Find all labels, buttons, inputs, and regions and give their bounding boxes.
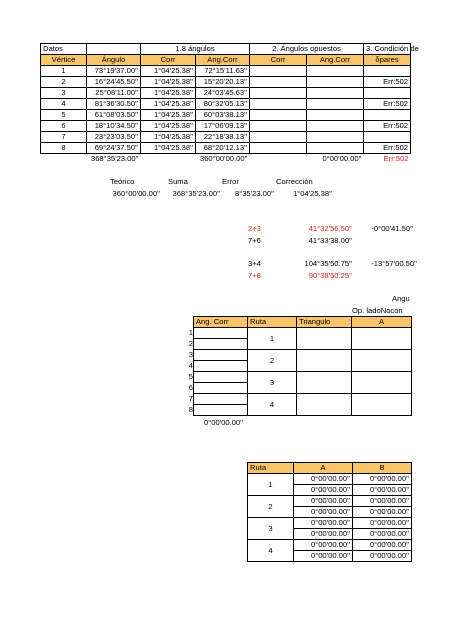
header-ruta[interactable]: Ruta [248, 317, 297, 328]
corr-cell[interactable]: 1°04'25.38'' [141, 121, 196, 132]
a-value-cell[interactable]: 0°00'00.00'' [294, 485, 353, 496]
a-value-cell[interactable]: 0°00'00.00'' [294, 496, 353, 507]
ruta-ab-row [248, 496, 412, 507]
value-correccion[interactable]: 1°04'25.38'' [292, 189, 332, 198]
label-suma: Suma [168, 177, 188, 186]
total-angulo[interactable]: 368°35'23.00'' [90, 154, 139, 163]
corr-cell[interactable]: 1°04'25.38'' [141, 110, 196, 121]
row-number: 5 [184, 371, 194, 382]
ruta-cell[interactable]: 3 [248, 518, 294, 540]
triangulo-cell[interactable] [297, 328, 352, 350]
section-1-title[interactable]: 1.8 ángulos [141, 44, 250, 55]
angcorr-cell[interactable]: 15°20'20.13'' [196, 77, 250, 88]
header-dpares[interactable]: δpares [364, 55, 411, 66]
angulo-cell[interactable]: 61°08'03.50'' [87, 110, 141, 121]
label-teorico: Teórico [110, 177, 135, 186]
ruta-cell[interactable]: 4 [248, 540, 294, 562]
a-value-cell[interactable]: 0°00'00.00'' [294, 507, 353, 518]
header-triangulo[interactable]: Triangulo [297, 317, 352, 328]
corr-cell[interactable]: 1°04'25.38'' [141, 88, 196, 99]
angcorr-2-cell[interactable] [307, 121, 364, 132]
header-vertice[interactable]: Vértice [41, 55, 87, 66]
corr-2-cell[interactable] [250, 121, 307, 132]
pair-value[interactable]: 90°38'50.25'' [308, 271, 352, 280]
dpares-cell[interactable] [364, 110, 411, 121]
main-table [40, 43, 419, 164]
pair-value[interactable]: 41°32'56.50'' [308, 224, 352, 233]
row-number: 2 [184, 338, 194, 349]
total-corr-2[interactable]: 0°00'00.00'' [322, 154, 362, 163]
label-error: Error [222, 177, 239, 186]
op-lado-label: Op. ladoNocon [352, 306, 403, 315]
dpares-cell[interactable]: Err:502 [364, 121, 411, 132]
angcorr-cell[interactable]: 22°18'38.13'' [196, 132, 250, 143]
corr-cell[interactable]: 1°04'25.38'' [141, 77, 196, 88]
bottom-header-b[interactable]: B [353, 463, 412, 474]
corr-cell[interactable]: 1°04'25.38'' [141, 99, 196, 110]
corr-2-cell[interactable] [250, 99, 307, 110]
angulo-cell[interactable]: 16°24'45.50'' [87, 77, 141, 88]
angulo-cell[interactable]: 69°24'37.50'' [87, 143, 141, 154]
angcorr-cell[interactable]: 17°06'09.13'' [196, 121, 250, 132]
angcorr-2-cell[interactable] [307, 66, 364, 77]
total-angcorr[interactable]: 360°00'00.00'' [199, 154, 248, 163]
b-value-cell[interactable]: 0°00'00.00'' [353, 474, 412, 485]
ruta-row [194, 328, 412, 339]
angcorr-2-cell[interactable] [307, 132, 364, 143]
b-value-cell[interactable]: 0°00'00.00'' [353, 485, 412, 496]
b-value-cell[interactable]: 0°00'00.00'' [353, 540, 412, 551]
a-cell[interactable] [352, 350, 412, 372]
corr-2-cell[interactable] [250, 110, 307, 121]
header-a[interactable]: A [352, 317, 412, 328]
angcorr-2-cell[interactable] [307, 77, 364, 88]
pair-label: 7+6 [248, 236, 261, 245]
angu-label: Angu [392, 294, 410, 303]
bottom-header-a[interactable]: A [294, 463, 353, 474]
header-angcorr[interactable]: Ang.Corr [196, 55, 250, 66]
angcorr-cell[interactable]: 24°03'45.63'' [196, 88, 250, 99]
b-value-cell[interactable]: 0°00'00.00'' [353, 518, 412, 529]
dpares-cell[interactable]: Err:502 [364, 99, 411, 110]
total-err[interactable]: Err:502 [383, 154, 409, 163]
pair-label: 7+8 [248, 271, 261, 280]
corr-2-cell[interactable] [250, 77, 307, 88]
value-teorico[interactable]: 360°00'00.00'' [112, 189, 160, 198]
ruta-cell[interactable]: 4 [248, 394, 297, 416]
label-correccion: Corrección [276, 177, 313, 186]
row-number: 4 [184, 360, 194, 371]
angcorr-2-cell[interactable] [307, 99, 364, 110]
vertice-cell[interactable]: 1 [41, 66, 87, 77]
data-row [41, 143, 411, 154]
a-value-cell[interactable]: 0°00'00.00'' [294, 551, 353, 562]
pair-diff[interactable]: -0°00'41.50'' [371, 224, 413, 233]
angulo-cell[interactable]: 73°19'37.00'' [87, 66, 141, 77]
data-row [41, 88, 411, 99]
ruta-ab-row [248, 518, 412, 529]
data-row [41, 110, 411, 121]
a-value-cell[interactable]: 0°00'00.00'' [294, 474, 353, 485]
ruta-row [194, 350, 412, 361]
vertice-cell[interactable]: 2 [41, 77, 87, 88]
pair-diff[interactable]: -13°57'00.50'' [371, 259, 417, 268]
vertice-cell[interactable]: 7 [41, 132, 87, 143]
ruta-header-row [194, 317, 412, 328]
corr-cell[interactable]: 1°04'25.38'' [141, 132, 196, 143]
b-value-cell[interactable]: 0°00'00.00'' [353, 551, 412, 562]
a-value-cell[interactable]: 0°00'00.00'' [294, 540, 353, 551]
ang-corr-cell[interactable] [194, 350, 248, 361]
angcorr-2-cell[interactable] [307, 88, 364, 99]
ang-corr-cell[interactable] [194, 394, 248, 405]
dpares-cell[interactable] [364, 88, 411, 99]
a-cell[interactable] [352, 394, 412, 416]
vertice-cell[interactable]: 6 [41, 121, 87, 132]
row-number: 1 [184, 327, 194, 338]
dpares-cell[interactable] [364, 132, 411, 143]
header-corr[interactable]: Corr [141, 55, 196, 66]
header-angulo[interactable]: Ángulo [87, 55, 141, 66]
totals-row [41, 154, 411, 165]
ruta-ab-row [248, 474, 412, 485]
corr-2-cell[interactable] [250, 132, 307, 143]
ruta-table [193, 316, 412, 416]
ang-corr-cell[interactable] [194, 383, 248, 394]
triangulo-cell[interactable] [297, 394, 352, 416]
a-value-cell[interactable]: 0°00'00.00'' [294, 518, 353, 529]
corr-cell[interactable]: 1°04'25.38'' [141, 66, 196, 77]
angulo-cell[interactable]: 25°08'11.00'' [87, 88, 141, 99]
ruta-cell[interactable]: 3 [248, 372, 297, 394]
angulo-cell[interactable]: 81°36'30.50'' [87, 99, 141, 110]
ruta-row [194, 372, 412, 383]
dpares-cell[interactable]: Err:502 [364, 143, 411, 154]
ang-corr-cell[interactable] [194, 405, 248, 416]
angulo-cell[interactable]: 23°23'03.50'' [87, 132, 141, 143]
ruta-cell[interactable]: 2 [248, 350, 297, 372]
angcorr-cell[interactable]: 68°20'12.13'' [196, 143, 250, 154]
datos-cell[interactable]: Datos [41, 44, 87, 55]
angcorr-2-cell[interactable] [307, 110, 364, 121]
data-row [41, 121, 411, 132]
data-row [41, 99, 411, 110]
b-value-cell[interactable]: 0°00'00.00'' [353, 507, 412, 518]
pair-label: 2+3 [248, 224, 261, 233]
corr-2-cell[interactable] [250, 88, 307, 99]
vertice-cell[interactable]: 8 [41, 143, 87, 154]
angcorr-2-cell[interactable] [307, 143, 364, 154]
ruta-cell[interactable]: 1 [248, 474, 294, 496]
header-row [41, 55, 411, 66]
ang-corr-cell[interactable] [194, 372, 248, 383]
angulo-cell[interactable]: 18°10'34.50'' [87, 121, 141, 132]
value-suma[interactable]: 368°35'23.00'' [172, 189, 220, 198]
a-cell[interactable] [352, 372, 412, 394]
dpares-cell[interactable] [364, 66, 411, 77]
data-row [41, 66, 411, 77]
mid-total[interactable]: 0°00'00.00'' [204, 418, 244, 427]
b-value-cell[interactable]: 0°00'00.00'' [353, 496, 412, 507]
pair-value[interactable]: 41°33'38.00'' [308, 236, 352, 245]
ruta-cell[interactable]: 2 [248, 496, 294, 518]
angcorr-cell[interactable]: 72°15'11.63'' [196, 66, 250, 77]
corr-2-cell[interactable] [250, 66, 307, 77]
vertice-cell[interactable]: 4 [41, 99, 87, 110]
angcorr-cell[interactable]: 80°32'05.13'' [196, 99, 250, 110]
header-corr-2[interactable]: Corr [250, 55, 307, 66]
bottom-header-ruta[interactable]: Ruta [248, 463, 294, 474]
ruta-ab-row [248, 540, 412, 551]
section-3-title[interactable]: 3. Condición de [364, 44, 411, 55]
header-ang-corr[interactable]: Ang. Corr [194, 317, 248, 328]
pair-label: 3+4 [248, 259, 261, 268]
dpares-cell[interactable]: Err:502 [364, 77, 411, 88]
corr-cell[interactable]: 1°04'25.38'' [141, 143, 196, 154]
ang-corr-cell[interactable] [194, 339, 248, 350]
ruta-ab-table [247, 462, 412, 562]
row-number: 6 [184, 382, 194, 393]
ang-corr-cell[interactable] [194, 361, 248, 372]
b-value-cell[interactable]: 0°00'00.00'' [353, 529, 412, 540]
ang-corr-cell[interactable] [194, 328, 248, 339]
corr-2-cell[interactable] [250, 143, 307, 154]
header-angcorr-2[interactable]: Ang.Corr [307, 55, 364, 66]
row-number: 3 [184, 349, 194, 360]
row-number: 7 [184, 393, 194, 404]
blank-cell[interactable] [87, 44, 141, 55]
data-row [41, 77, 411, 88]
ruta-row [194, 394, 412, 405]
data-row [41, 132, 411, 143]
a-cell[interactable] [352, 328, 412, 350]
angcorr-cell[interactable]: 60°03'38.13'' [196, 110, 250, 121]
pair-value[interactable]: 104°35'50.75'' [304, 259, 352, 268]
value-error[interactable]: 8°35'23.00'' [234, 189, 274, 198]
ruta-cell[interactable]: 1 [248, 328, 297, 350]
vertice-cell[interactable]: 3 [41, 88, 87, 99]
vertice-cell[interactable]: 5 [41, 110, 87, 121]
triangulo-cell[interactable] [297, 350, 352, 372]
a-value-cell[interactable]: 0°00'00.00'' [294, 529, 353, 540]
bottom-header-row [248, 463, 412, 474]
triangulo-cell[interactable] [297, 372, 352, 394]
title-row [41, 44, 411, 55]
row-number: 8 [184, 404, 194, 415]
section-2-title[interactable]: 2. Ángulos opuestos [250, 44, 364, 55]
